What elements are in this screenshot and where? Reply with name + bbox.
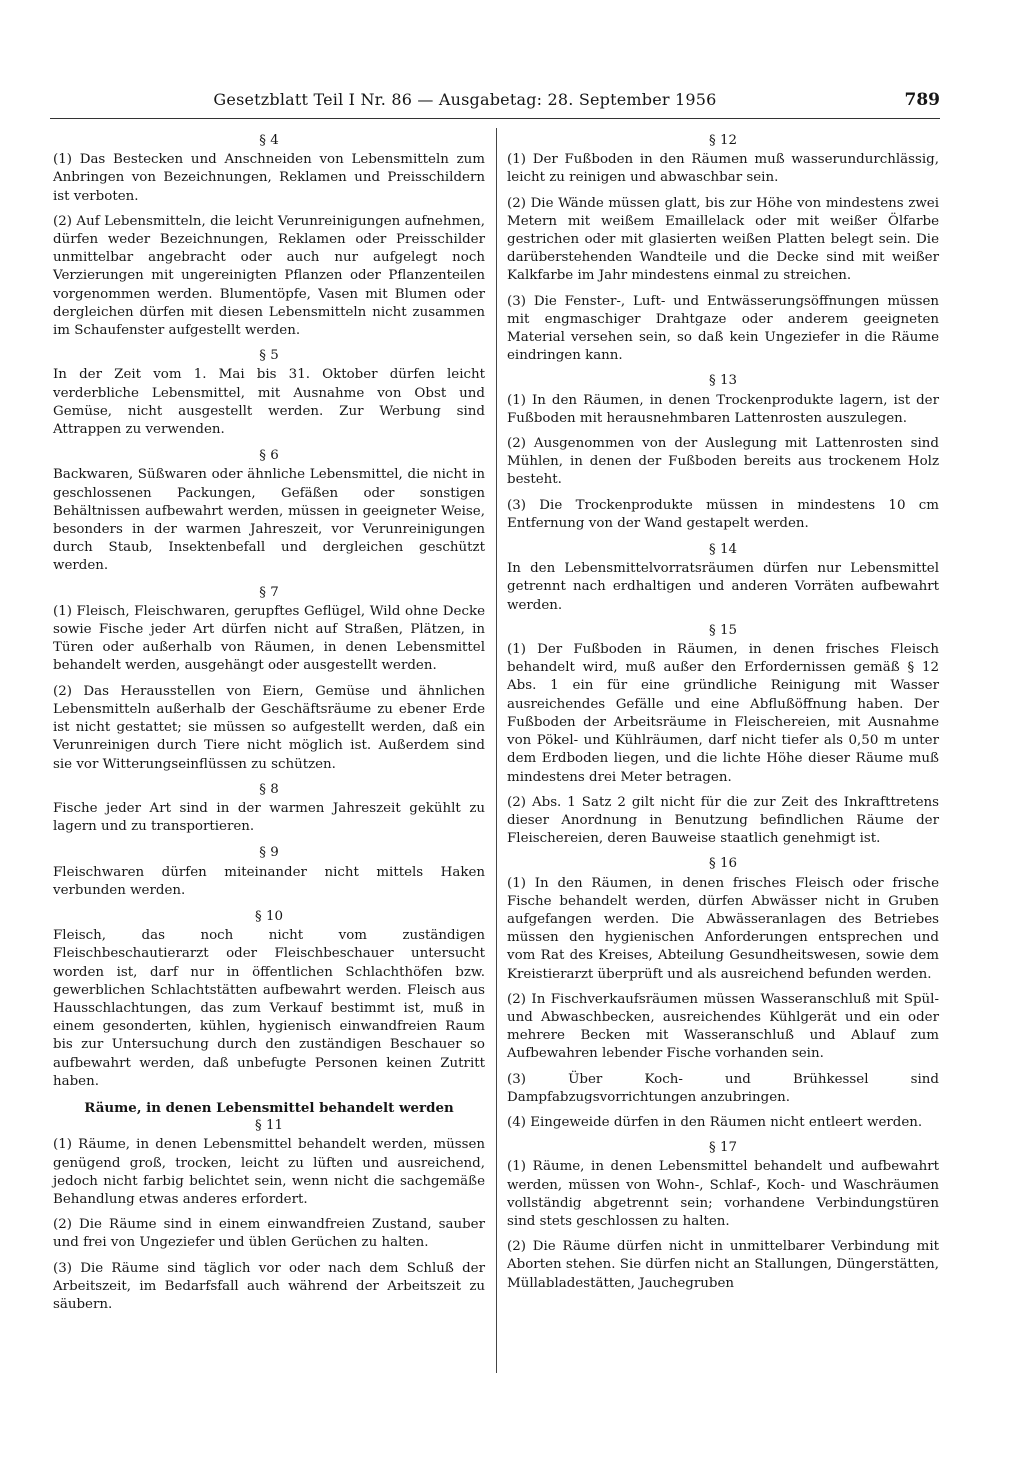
paragraph: In der Zeit vom 1. Mai bis 31. Oktober dürfen leicht verderbliche Lebensmittel, mit Ausnahme von Obst und Gemüse, nicht ausgestellt werden. Zur Werbung sind Attrappen zu verwenden. [53, 367, 485, 438]
paragraph: Fleischwaren dürfen miteinander nicht mittels Haken verbunden werden. [53, 864, 485, 898]
column-divider [496, 128, 497, 1373]
paragraph: (2) Die Räume dürfen nicht in unmittelbarer Verbindung mit Aborten stehen. Sie dürfen nicht an Stallungen, Düngerstätten, Müllabladestätten, Jauchegruben [507, 1239, 939, 1291]
paragraph: (3) Die Räume sind täglich vor oder nach dem Schluß der Arbeitszeit, im Bedarfsfall auch während der Arbeitszeit zu säubern. [53, 1260, 485, 1312]
paragraph: (2) Ausgenommen von der Auslegung mit Lattenrosten sind Mühlen, in denen der Fußboden bereits aus trockenem Holz besteht. [507, 436, 939, 488]
section-title: § 5 [259, 348, 279, 364]
section-title: § 17 [709, 1140, 737, 1156]
paragraph: In den Lebensmittelvorratsräumen dürfen nur Lebensmittel getrennt nach erdhaltigen und anderen Vorräten aufbewahrt werden. [507, 561, 939, 613]
section-title: § 13 [709, 373, 737, 389]
right-column [507, 132, 939, 1300]
section-title: § 9 [259, 845, 279, 861]
paragraph: (2) Das Herausstellen von Eiern, Gemüse und ähnlichen Lebensmitteln außerhalb der Geschäftsräume zu ebener Erde ist nicht gestattet; sie müssen so aufgestellt werden, daß ein Verunreinigen durch Tiere nicht möglich ist. Außerdem sind sie vor Witterungseinflüssen zu schützen. [53, 683, 485, 772]
section-title: § 11 [255, 1118, 283, 1134]
paragraph: (1) Der Fußboden in den Räumen muß wasserundurchlässig, leicht zu reinigen und abwaschbar sein. [507, 152, 939, 186]
paragraph: (1) In den Räumen, in denen Trockenprodukte lagern, ist der Fußboden mit herausnehmbaren Lattenrosten auszulegen. [507, 392, 939, 426]
paragraph: Fleisch, das noch nicht vom zuständigen Fleischbeschautierarzt oder Fleischbeschauer untersucht worden ist, darf nur in öffentlichen Schlachthöfen bzw. gewerblichen Schlachtstätten aufbewahrt werden. Fleisch aus Hausschlachtungen, das zum Verkauf bestimmt ist, muß in einem gesonderten, kühlen, hygienisch einwandfreien Raum bis zur Untersuchung durch den zuständigen Beschauer so aufbewahrt werden, daß unbefugte Personen keinen Zutritt haben. [53, 928, 485, 1089]
paragraph: (2) Abs. 1 Satz 2 gilt nicht für die zur Zeit des Inkrafttretens dieser Anordnung in Benutzung befindlichen Räume der Fleischereien, deren Bauweise staatlich genehmigt ist. [507, 794, 939, 847]
paragraph: (3) Die Fenster-, Luft- und Entwässerungsöffnungen müssen mit engmaschiger Drahtgaze oder anderem geeigneten Material versehen sein, so daß kein Ungeziefer in die Räume eindringen kann. [507, 293, 939, 364]
header-rule [50, 118, 940, 119]
paragraph: (3) Über Koch- und Brühkessel sind Dampfabzugsvorrichtungen anzubringen. [507, 1071, 939, 1105]
paragraph: (1) Fleisch, Fleischwaren, gerupftes Geflügel, Wild ohne Decke sowie Fische jeder Art dürfen nicht auf Straßen, Plätzen, in Türen oder außerhalb von Räumen, in denen Lebensmittel behandelt werden, ausgehängt oder ausgestellt werden. [53, 603, 485, 674]
section-title: § 12 [709, 133, 737, 148]
subheading: Räume, in denen Lebensmittel behandelt werden [84, 1099, 454, 1116]
section-title: § 16 [709, 856, 737, 872]
section-title: § 4 [259, 133, 279, 148]
paragraph: (4) Eingeweide dürfen in den Räumen nicht entleert werden. [507, 1114, 923, 1130]
left-column [53, 132, 485, 1321]
section-title: § 6 [259, 448, 279, 464]
paragraph: Backwaren, Süßwaren oder ähnliche Lebensmittel, die nicht in geschlossenen Packungen, Gefäßen oder sonstigen Behältnissen aufbewahrt werden, müssen in geeigneter Weise, besonders in der warmen Jahreszeit, vor Verunreinigungen durch Staub, Insektenbefall und dergleichen geschützt werden. [53, 467, 485, 574]
paragraph: (3) Die Trockenprodukte müssen in mindestens 10 cm Entfernung von der Wand gestapelt werden. [507, 497, 939, 531]
paragraph: Fische jeder Art sind in der warmen Jahreszeit gekühlt zu lagern und zu transportieren. [53, 800, 485, 835]
paragraph: (2) In Fischverkaufsräumen müssen Wasseranschluß mit Spül- und Abwaschbecken, ausreichendes Kühlgerät und ein oder mehrere Becken mit Wasseranschluß und Ablauf zum Aufbewahren lebender Fische vorhanden sein. [507, 991, 939, 1062]
paragraph: (1) In den Räumen, in denen frisches Fleisch oder frische Fische behandelt werden, dürfen Abwässer nicht in Gruben aufgefangen werden. Die Abwässeranlagen des Betriebes müssen den hygienischen Anforderungen entsprechen und vom Rat des Kreises, Abteilung Gesundheitswesen, sowie dem Kreistierarzt überprüft und als ausreichend befunden werden. [507, 875, 939, 982]
page-header [50, 90, 940, 116]
section-title: § 15 [709, 622, 737, 638]
section-title: § 7 [259, 584, 279, 600]
paragraph: (1) Das Bestecken und Anschneiden von Lebensmitteln zum Anbringen von Bezeichnungen, Reklamen und Preisschildern ist verboten. [53, 152, 485, 204]
paragraph: (1) Räume, in denen Lebensmittel behandelt werden, müssen genügend groß, trocken, leicht zu lüften und ausreichend, jedoch nicht farbig belichtet sein, wenn nicht die sachgemäße Behandlung etwas anderes erfordert. [53, 1137, 485, 1207]
section-title: § 10 [255, 908, 283, 924]
gazette-title: Gesetzblatt Teil I Nr. 86 — Ausgabetag: 28. September 1956 [213, 90, 717, 109]
paragraph: (1) Der Fußboden in Räumen, in denen frisches Fleisch behandelt wird, muß außer den Erfordernissen gemäß § 12 Abs. 1 ein für eine gründliche Reinigung mit Wasser ausreichendes Gefälle und eine Abflußöffnung haben. Der Fußboden der Arbeitsräume in Fleischereien, mit Ausnahme von Pökel- und Kühlräumen, darf nicht tiefer als 0,50 m unter dem Erdboden liegen, und die lichte Höhe dieser Räume muß mindestens drei Meter betragen. [507, 642, 939, 785]
paragraph: (2) Die Wände müssen glatt, bis zur Höhe von mindestens zwei Metern mit weißem Emaillelack oder mit weißer Ölfarbe gestrichen oder mit glasierten weißen Platten belegt sein. Die darüberstehenden Wandteile und die Decke sind mit weißer Kalkfarbe im Jahr mindestens einmal zu streichen. [507, 195, 939, 284]
paragraph: (1) Räume, in denen Lebensmittel behandelt und aufbewahrt werden, müssen von Wohn-, Schlaf-, Koch- und Waschräumen vollständig abgetrennt sein; vorhandene Verbindungstüren sind stets geschlossen zu halten. [507, 1159, 939, 1229]
page-number: 789 [904, 90, 940, 110]
paragraph: (2) Die Räume sind in einem einwandfreien Zustand, sauber und frei von Ungeziefer und üblen Gerüchen zu halten. [53, 1217, 485, 1251]
section-title: § 8 [259, 781, 279, 797]
section-title: § 14 [709, 542, 737, 558]
paragraph: (2) Auf Lebensmitteln, die leicht Verunreinigungen aufnehmen, dürfen weder Bezeichnungen, Reklamen oder Preisschilder unmittelbar angebracht oder auch nur aufgelegt noch Verzierungen mit ungereinigten Pflanzen oder Pflanzenteilen vorgenommen werden. Blumentöpfe, Vasen mit Blumen oder dergleichen dürfen mit diesen Lebensmitteln nicht zusammen im Schaufenster aufgestellt werden. [53, 213, 485, 339]
